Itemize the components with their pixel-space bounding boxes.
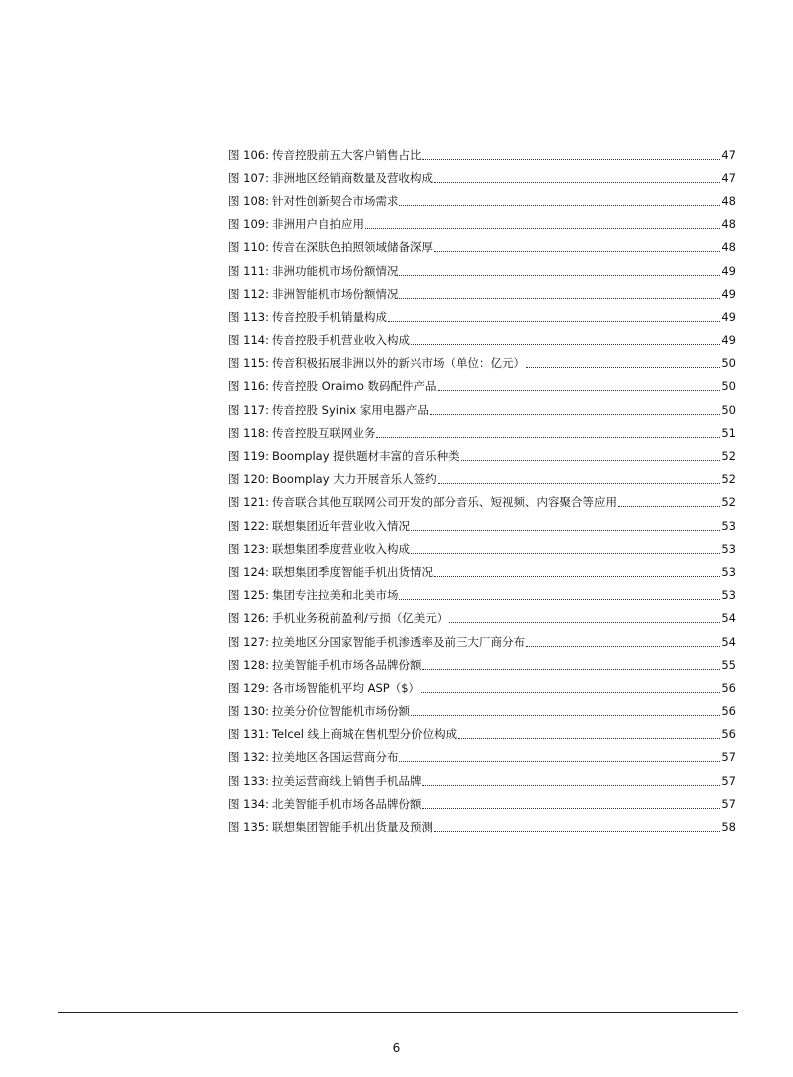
toc-entry-label[interactable] [228, 680, 420, 696]
figure-title: 集团专注拉美和北美市场 [271, 588, 399, 603]
toc-entry-label[interactable] [228, 703, 410, 719]
toc-entry[interactable] [228, 213, 736, 236]
figure-number: 图 130: [228, 704, 269, 719]
toc-entry-label[interactable] [228, 309, 387, 325]
toc-page-number[interactable]: 49 [721, 263, 736, 278]
toc-entry-label[interactable] [228, 726, 457, 742]
figure-title: 拉美分价位智能机市场份额 [271, 704, 410, 719]
toc-entry[interactable] [228, 236, 736, 259]
toc-page-number[interactable]: 47 [721, 147, 736, 162]
dot-leader [399, 598, 720, 600]
toc-entry-label[interactable] [228, 355, 525, 371]
dot-leader [399, 760, 720, 762]
toc-entry[interactable] [228, 468, 736, 491]
toc-page-number[interactable]: 48 [721, 240, 736, 255]
figure-title: Boomplay 提供题材丰富的音乐种类 [271, 449, 460, 464]
toc-entry[interactable] [228, 514, 736, 537]
figure-title: 传音控股互联网业务 [271, 425, 376, 440]
toc-entry[interactable] [228, 375, 736, 398]
toc-entry-label[interactable] [228, 216, 364, 232]
dot-leader [430, 413, 720, 415]
toc-page-number[interactable]: 48 [721, 193, 736, 208]
toc-entry[interactable] [228, 166, 736, 189]
toc-entry-label[interactable] [228, 402, 429, 418]
figure-title: 针对性创新契合市场需求 [271, 193, 399, 208]
toc-entry-label[interactable] [228, 564, 433, 580]
figure-number: 图 124: [228, 564, 269, 579]
figure-number: 图 115: [228, 356, 269, 371]
figure-number: 图 132: [228, 750, 269, 765]
dot-leader [434, 575, 720, 577]
toc-entry-label[interactable] [228, 657, 421, 673]
figure-title: 传音积极拓展非洲以外的新兴市场（单位：亿元） [271, 356, 525, 371]
toc-page-number[interactable]: 57 [721, 773, 736, 788]
figure-number: 图 118: [228, 425, 269, 440]
dot-leader [411, 714, 720, 716]
figure-number: 图 114: [228, 333, 269, 348]
toc-page-number[interactable]: 54 [721, 611, 736, 626]
figure-title: 联想集团近年营业收入情况 [271, 518, 410, 533]
figure-title: 传音联合其他互联网公司开发的部分音乐、短视频、内容聚合等应用 [271, 495, 617, 510]
figure-number: 图 122: [228, 518, 269, 533]
figure-number: 图 110: [228, 240, 269, 255]
figure-title: Telcel 线上商城在售机型分价位构成 [271, 727, 458, 742]
figure-number: 图 112: [228, 286, 269, 301]
dot-leader [434, 181, 720, 183]
toc-page-number[interactable]: 50 [721, 402, 736, 417]
dot-leader [526, 366, 720, 368]
dot-leader [438, 482, 721, 484]
dot-leader [461, 459, 721, 461]
toc-page-number[interactable]: 58 [721, 820, 736, 835]
toc-entry[interactable] [228, 329, 736, 352]
figure-title: 传音在深肤色拍照领域储备深厚 [271, 240, 433, 255]
toc-entry-label[interactable] [228, 239, 433, 255]
toc-page-number[interactable]: 48 [721, 217, 736, 232]
figure-number: 图 107: [228, 170, 269, 185]
dot-leader [458, 737, 720, 739]
figure-title: 拉美运营商线上销售手机品牌 [271, 773, 422, 788]
toc-entry-label[interactable] [228, 634, 525, 650]
figure-title: 北美智能手机市场各品牌份额 [271, 796, 422, 811]
figure-title: 拉美智能手机市场各品牌份额 [271, 657, 422, 672]
toc-page-number[interactable]: 52 [721, 472, 736, 487]
toc-entry[interactable] [228, 282, 736, 305]
figure-title: 传音控股 Syinix 家用电器产品 [271, 402, 429, 417]
toc-entry-label[interactable] [228, 193, 398, 209]
toc-page-number[interactable]: 57 [721, 796, 736, 811]
figure-number: 图 129: [228, 680, 269, 695]
figure-number: 图 126: [228, 611, 269, 626]
dot-leader [422, 158, 720, 160]
figure-number: 图 133: [228, 773, 269, 788]
toc-page-number[interactable]: 56 [721, 680, 736, 695]
dot-leader [422, 784, 720, 786]
footer-divider [58, 1012, 738, 1013]
toc-entry-label[interactable] [228, 448, 460, 464]
figure-number: 图 109: [228, 217, 269, 232]
figure-title: 非洲地区经销商数量及营收构成 [271, 170, 433, 185]
toc-entry-label[interactable] [228, 773, 421, 789]
toc-entry-label[interactable] [228, 147, 421, 163]
toc-page-number[interactable]: 56 [721, 704, 736, 719]
toc-entry-label[interactable] [228, 170, 433, 186]
toc-entry[interactable] [228, 560, 736, 583]
toc-entry-label[interactable] [228, 819, 433, 835]
toc-entry[interactable] [228, 491, 736, 514]
figure-title: 传音控股前五大客户销售占比 [271, 147, 422, 162]
toc-page-number[interactable]: 49 [721, 333, 736, 348]
toc-entry-label[interactable] [228, 378, 437, 394]
figure-title: 联想集团智能手机出货量及预测 [271, 820, 433, 835]
figure-number: 图 119: [228, 449, 269, 464]
figure-title: 拉美地区各国运营商分布 [271, 750, 399, 765]
figure-number: 图 117: [228, 402, 269, 417]
toc-entry-label[interactable] [228, 332, 410, 348]
toc-page-number[interactable]: 53 [721, 518, 736, 533]
figure-title: 传音控股手机销量构成 [271, 309, 387, 324]
dot-leader [399, 274, 720, 276]
figure-number: 图 121: [228, 495, 269, 510]
figure-number: 图 108: [228, 193, 269, 208]
dot-leader [411, 529, 720, 531]
toc-entry-label[interactable] [228, 610, 448, 626]
figure-number: 图 125: [228, 588, 269, 603]
toc-entry[interactable] [228, 305, 736, 328]
toc-entry[interactable] [228, 537, 736, 560]
toc-entry[interactable] [228, 259, 736, 282]
dot-leader [449, 621, 720, 623]
toc-page-number[interactable]: 53 [721, 564, 736, 579]
figure-number: 图 116: [228, 379, 269, 394]
toc-entry-label[interactable] [228, 541, 410, 557]
toc-entry[interactable] [228, 421, 736, 444]
toc-entry[interactable] [228, 676, 736, 699]
toc-entry[interactable] [228, 700, 736, 723]
figure-number: 图 128: [228, 657, 269, 672]
figure-title: Boomplay 大力开展音乐人签约 [271, 472, 437, 487]
page-number: 6 [392, 1041, 401, 1055]
toc-page-number[interactable]: 47 [721, 170, 736, 185]
dot-leader [422, 807, 720, 809]
figure-title: 传音控股 Oraimo 数码配件产品 [271, 379, 437, 394]
toc-page-number[interactable]: 51 [721, 425, 736, 440]
toc-entry[interactable] [228, 723, 736, 746]
dot-leader [434, 830, 720, 832]
toc-entry-label[interactable] [228, 518, 410, 534]
toc-entry-label[interactable] [228, 749, 398, 765]
toc-entry[interactable] [228, 746, 736, 769]
figure-title: 拉美地区分国家智能手机渗透率及前三大厂商分布 [271, 634, 525, 649]
dot-leader [438, 389, 721, 391]
dot-leader [376, 436, 720, 438]
dot-leader [365, 227, 720, 229]
toc-page-number[interactable]: 52 [721, 449, 736, 464]
dot-leader [388, 320, 720, 322]
toc-entry[interactable] [228, 607, 736, 630]
toc-entry[interactable] [228, 143, 736, 166]
toc-page-number[interactable]: 52 [721, 495, 736, 510]
toc-page-number[interactable]: 53 [721, 588, 736, 603]
toc-page-number[interactable]: 50 [721, 379, 736, 394]
dot-leader [618, 505, 720, 507]
toc-entry-label[interactable] [228, 796, 421, 812]
toc-entry[interactable] [228, 398, 736, 421]
dot-leader [434, 250, 720, 252]
dot-leader [411, 552, 720, 554]
figure-number: 图 123: [228, 541, 269, 556]
toc-page-number[interactable]: 55 [721, 657, 736, 672]
dot-leader [399, 297, 720, 299]
toc-page-number[interactable]: 50 [721, 356, 736, 371]
toc-entry[interactable] [228, 653, 736, 676]
toc-entry[interactable] [228, 792, 736, 815]
figure-number: 图 131: [228, 727, 269, 742]
figure-title: 非洲用户自拍应用 [271, 217, 364, 232]
toc-entry-label[interactable] [228, 263, 398, 279]
figure-number: 图 106: [228, 147, 269, 162]
toc-page-number[interactable]: 49 [721, 309, 736, 324]
figure-title: 各市场智能机平均 ASP（$） [271, 680, 421, 695]
toc-page-number[interactable]: 49 [721, 286, 736, 301]
toc-entry-label[interactable] [228, 471, 437, 487]
dot-leader [422, 668, 720, 670]
toc-list [228, 143, 736, 839]
figure-title: 非洲智能机市场份额情况 [271, 286, 399, 301]
dot-leader [526, 645, 720, 647]
toc-entry-label[interactable] [228, 494, 617, 510]
toc-entry-label[interactable] [228, 286, 398, 302]
figure-title: 非洲功能机市场份额情况 [271, 263, 399, 278]
toc-page-number[interactable]: 53 [721, 541, 736, 556]
toc-page-number[interactable]: 54 [721, 634, 736, 649]
dot-leader [421, 691, 720, 693]
toc-page-number[interactable]: 57 [721, 750, 736, 765]
figure-number: 图 135: [228, 820, 269, 835]
dot-leader [411, 343, 720, 345]
figure-number: 图 120: [228, 472, 269, 487]
dot-leader [399, 204, 720, 206]
figure-number: 图 113: [228, 309, 269, 324]
toc-entry-label[interactable] [228, 425, 375, 441]
figure-number: 图 134: [228, 796, 269, 811]
figure-number: 图 127: [228, 634, 269, 649]
figure-title: 联想集团季度智能手机出货情况 [271, 564, 433, 579]
figure-title: 传音控股手机营业收入构成 [271, 333, 410, 348]
toc-entry[interactable] [228, 444, 736, 467]
toc-entry[interactable] [228, 769, 736, 792]
toc-page-number[interactable]: 56 [721, 727, 736, 742]
toc-entry[interactable] [228, 189, 736, 212]
figure-title: 联想集团季度营业收入构成 [271, 541, 410, 556]
figure-number: 图 111: [228, 263, 269, 278]
toc-entry[interactable] [228, 630, 736, 653]
toc-entry[interactable] [228, 815, 736, 838]
figure-title: 手机业务税前盈利/亏损（亿美元） [271, 611, 449, 626]
toc-entry-label[interactable] [228, 587, 398, 603]
toc-entry[interactable] [228, 584, 736, 607]
toc-entry[interactable] [228, 352, 736, 375]
